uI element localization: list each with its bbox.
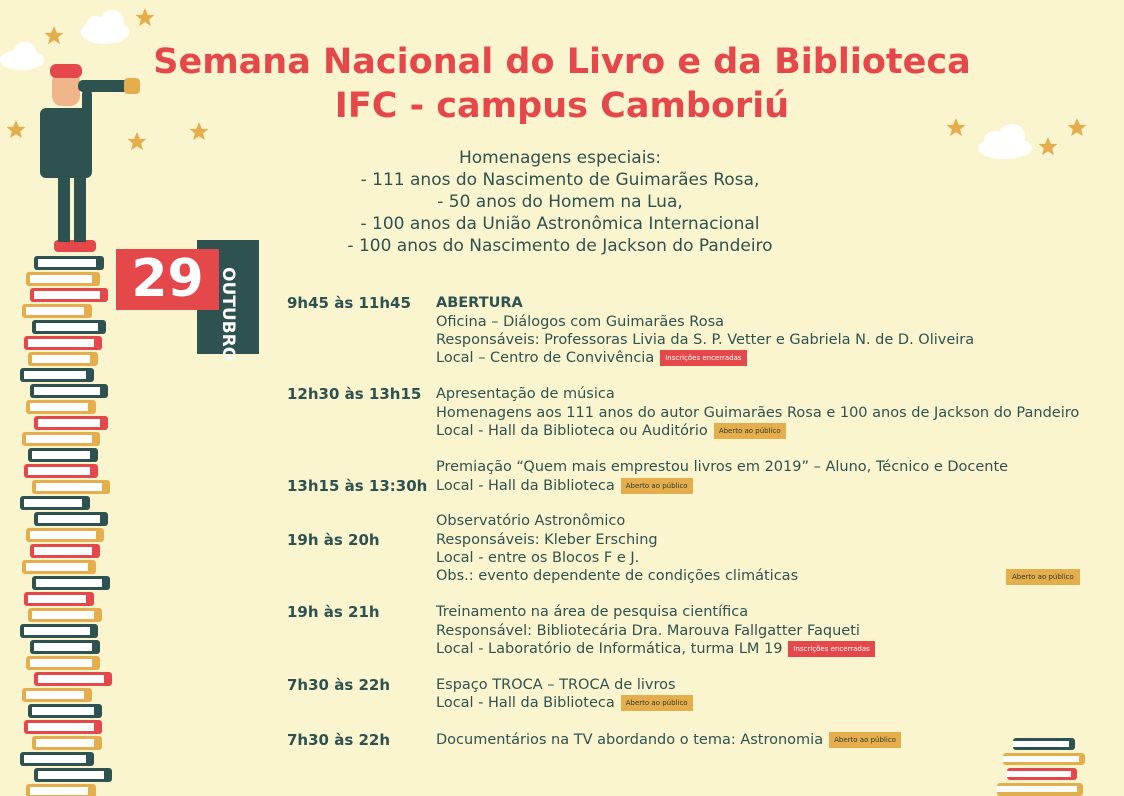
event-location: Local - Hall da Biblioteca	[436, 478, 615, 494]
event-line-location	[436, 640, 875, 658]
date-day: 29	[116, 249, 219, 310]
event-location: Local - Laboratório de Informática, turma LM 19	[436, 641, 783, 657]
page-subtitle: IFC - campus Camboriú	[334, 86, 790, 126]
event-line: Obs.: evento dependente de condições climáticas	[436, 568, 799, 584]
event-location: Local – Centro de Convivência	[436, 350, 655, 366]
event-line: Oficina – Diálogos com Guimarães Rosa	[436, 314, 725, 330]
event-time: 9h45 às 11h45	[287, 294, 411, 312]
event-location: Local - Hall da Biblioteca	[436, 695, 615, 711]
event-line-location	[436, 349, 747, 367]
event-location: Local - Hall da Biblioteca ou Auditório	[436, 423, 708, 439]
event-time: 13h15 às 13:30h	[287, 477, 428, 495]
status-badge: Aberto ao público	[621, 478, 693, 494]
book-tower-illustration	[20, 60, 150, 796]
honors-item: - 111 anos do Nascimento de Guimarães Rosa,	[360, 170, 760, 190]
status-badge: Aberto ao público	[714, 423, 786, 439]
event-line-location	[436, 477, 693, 495]
event-title: Apresentação de música	[436, 386, 615, 402]
event-time: 19h às 21h	[287, 603, 380, 621]
event-title: Treinamento na área de pesquisa científica	[436, 604, 749, 620]
status-badge: Inscrições encerradas	[788, 641, 874, 657]
event-time: 7h30 às 22h	[287, 676, 391, 694]
cloud-icon	[81, 10, 129, 44]
event-time: 7h30 às 22h	[287, 731, 391, 749]
event-title: Espaço TROCA – TROCA de livros	[436, 677, 676, 693]
page-title: Semana Nacional do Livro e da Biblioteca	[153, 42, 971, 82]
status-badge: Inscrições encerradas	[660, 350, 746, 366]
honors-item: - 100 anos do Nascimento de Jackson do Pandeiro	[347, 236, 773, 256]
status-badge: Aberto ao público	[621, 695, 693, 711]
star-icon	[136, 8, 155, 26]
event-line: Local - entre os Blocos F e J.	[436, 550, 640, 566]
honors-item: - 100 anos da União Astronômica Internacional	[360, 214, 760, 234]
event-time: 19h às 20h	[287, 531, 380, 549]
star-icon	[1039, 137, 1058, 155]
date-month: OUTUBRO	[218, 267, 238, 362]
status-badge: Aberto ao público	[829, 732, 901, 748]
event-line: Responsável: Bibliotecária Dra. Marouva Fallgatter Faqueti	[436, 623, 860, 639]
honors-heading: Homenagens especiais:	[458, 148, 662, 168]
event-title: ABERTURA	[436, 295, 523, 311]
cloud-icon	[978, 124, 1032, 159]
honors-item: - 50 anos do Homem na Lua,	[437, 192, 683, 212]
event-title: Documentários na TV abordando o tema: Astronomia	[436, 732, 824, 748]
book-stack-illustration	[995, 732, 1124, 796]
event-line-location	[436, 422, 786, 440]
event-line: Responsáveis: Kleber Ersching	[436, 532, 658, 548]
event-line: Responsáveis: Professoras Livia da S. P. Vetter e Gabriela N. de D. Oliveira	[436, 332, 975, 348]
event-line-location	[436, 731, 901, 749]
event-line: Homenagens aos 111 anos do autor Guimarães Rosa e 100 anos de Jackson do Pandeiro	[436, 405, 1080, 421]
honors-block	[300, 147, 820, 257]
status-badge: Aberto ao público	[1006, 569, 1080, 585]
event-line-location	[436, 694, 693, 712]
event-title: Observatório Astronômico	[436, 513, 626, 529]
event-title: Premiação “Quem mais emprestou livros em 2019” – Aluno, Técnico e Docente	[436, 459, 1009, 475]
event-time: 12h30 às 13h15	[287, 385, 422, 403]
